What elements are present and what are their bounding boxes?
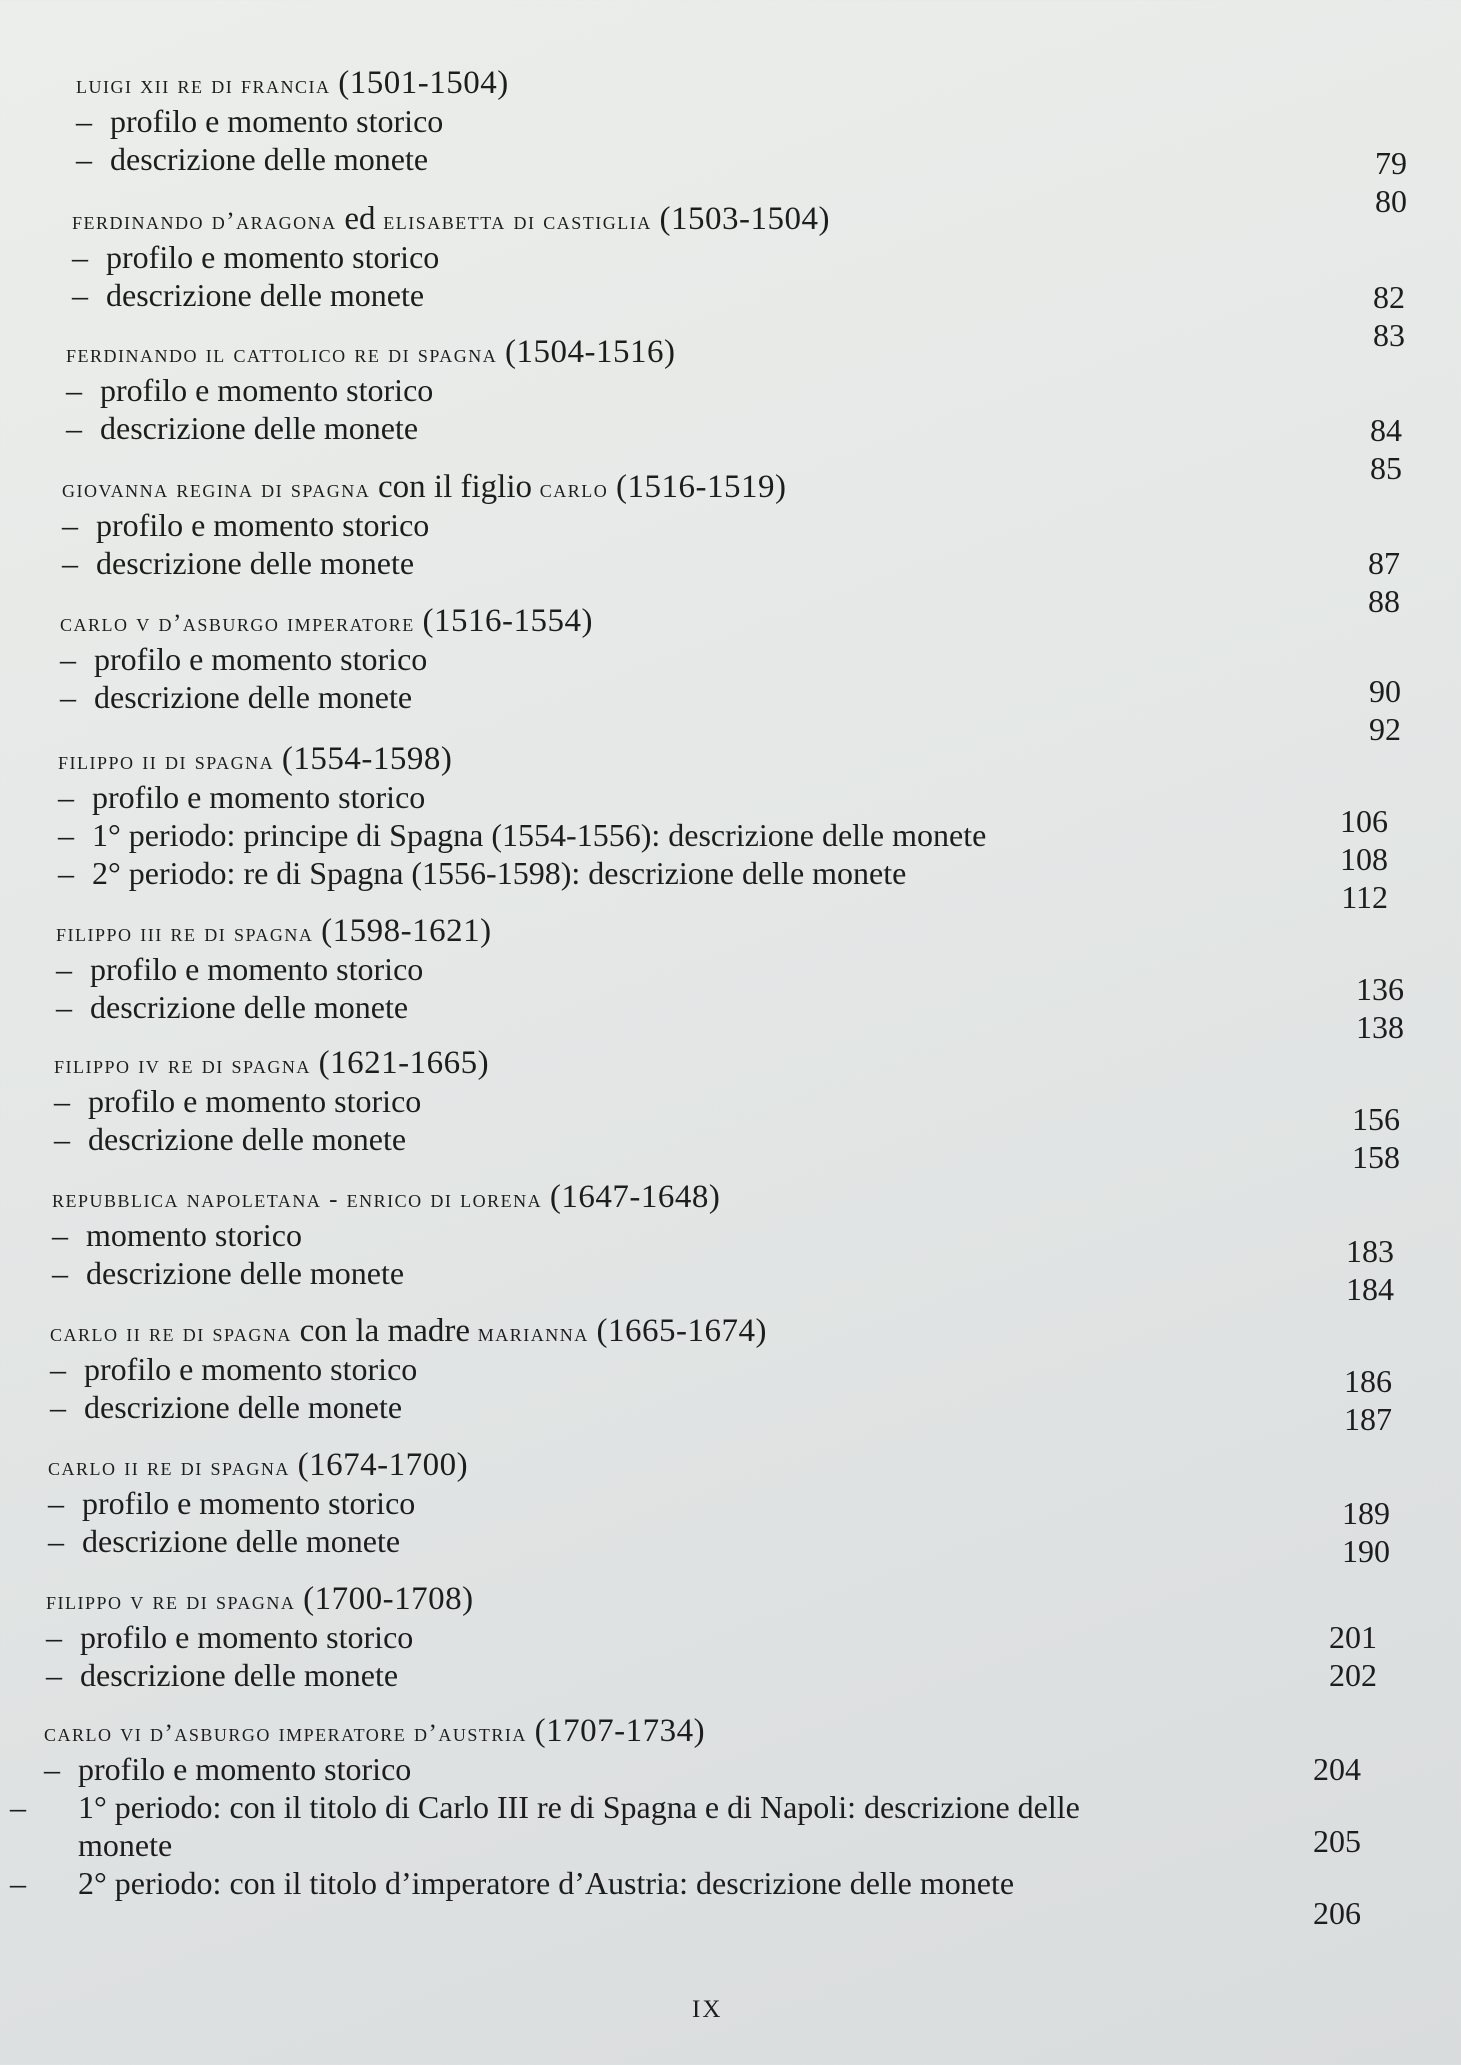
toc-entry	[10, 1712, 1444, 1931]
entry-heading	[52, 1178, 1452, 1216]
entry-years: (1621-1665)	[318, 1045, 490, 1081]
page-numbers: 79 80	[1375, 145, 1407, 219]
entry-item: – descrizione delle monete	[54, 1121, 407, 1157]
entry-item: – descrizione delle monete	[60, 679, 413, 715]
page-numbers: 82 83	[1373, 279, 1405, 353]
entry-item: – 1° periodo: con il titolo di Carlo III re di Spagna e di Napoli: descrizione delle monete	[10, 1789, 1080, 1863]
entry-item: – momento storico	[52, 1217, 302, 1253]
entry-years: (1674-1700)	[297, 1447, 469, 1483]
entry-title: luigi xii re di francia	[76, 72, 331, 99]
toc-entry	[66, 333, 1461, 486]
page-numbers: 186 187	[1344, 1363, 1392, 1437]
entry-title: giovanna regina di spagna	[62, 476, 371, 503]
entry-item: – descrizione delle monete	[48, 1523, 401, 1559]
entry-title: carlo ii re di spagna	[48, 1454, 290, 1481]
entry-title: carlo ii re di spagna	[50, 1320, 292, 1347]
entry-item: – 2° periodo: con il titolo d’imperatore d’Austria: descrizione delle monete	[10, 1865, 1015, 1901]
page-numbers: 90 92	[1369, 673, 1401, 747]
entry-item: – profilo e momento storico	[58, 779, 426, 815]
toc-entry	[52, 1178, 1452, 1307]
entry-item: – descrizione delle monete	[56, 989, 409, 1025]
page-numbers: 201 202	[1329, 1619, 1377, 1693]
page-numbers: 156 158	[1352, 1101, 1400, 1175]
toc-entry	[50, 1312, 1450, 1437]
entry-title: ferdinando il cattolico re di spagna	[66, 341, 498, 368]
entry-years: (1501-1504)	[338, 65, 509, 101]
entry-item: – profilo e momento storico	[46, 1619, 414, 1655]
entry-years: (1503-1504)	[659, 201, 830, 237]
entry-heading	[58, 740, 1458, 778]
entry-title: repubblica napoletana - enrico di lorena	[52, 1186, 543, 1213]
entry-heading	[56, 912, 1456, 950]
toc-entry	[54, 1044, 1454, 1175]
entry-years: (1516-1519)	[616, 469, 787, 505]
toc-entry	[46, 1580, 1446, 1694]
page-numbers: 189 190	[1342, 1495, 1390, 1569]
entry-item: – profilo e momento storico	[44, 1751, 412, 1787]
entry-item: – profilo e momento storico	[62, 507, 430, 543]
entry-item: – profilo e momento storico	[72, 239, 440, 275]
entry-item: – descrizione delle monete	[62, 545, 415, 581]
entry-title: carlo vi d’asburgo imperatore d’austria	[44, 1720, 527, 1747]
entry-heading	[44, 1712, 1444, 1750]
entry-item: – profilo e momento storico	[54, 1083, 422, 1119]
toc-entry	[56, 912, 1456, 1045]
entry-item: – profilo e momento storico	[76, 103, 444, 139]
entry-heading: giovanna regina di spagna con il figlio carlo (1516-1519)	[62, 469, 787, 505]
entry-item: – profilo e momento storico	[60, 641, 428, 677]
entry-years: (1554-1598)	[281, 741, 453, 777]
page-folio: IX	[692, 1996, 723, 2023]
page-numbers: 204 205 206	[1313, 1751, 1361, 1931]
entry-title: filippo iv re di spagna	[54, 1052, 311, 1079]
entry-years: (1700-1708)	[303, 1581, 474, 1617]
entry-years: (1516-1554)	[422, 603, 593, 639]
entry-item: – 2° periodo: re di Spagna (1556-1598): descrizione delle monete	[58, 855, 907, 891]
page-numbers: 84 85	[1370, 412, 1402, 486]
entry-years: (1707-1734)	[534, 1713, 706, 1749]
page-numbers: 136 138	[1356, 971, 1404, 1045]
entry-years: (1598-1621)	[321, 913, 492, 949]
entry-years: (1504-1516)	[505, 334, 676, 370]
page-numbers: 87 88	[1368, 545, 1400, 619]
entry-title: ferdinando d’aragona	[72, 208, 337, 235]
entry-heading	[60, 602, 1460, 640]
toc-entry	[48, 1446, 1448, 1569]
entry-item: – descrizione delle monete	[46, 1657, 399, 1693]
entry-item: – 1° periodo: principe di Spagna (1554-1556): descrizione delle monete	[58, 817, 987, 853]
page-numbers: 183 184	[1346, 1233, 1394, 1307]
entry-title: filippo ii di spagna	[58, 748, 275, 775]
entry-title: filippo iii re di spagna	[56, 920, 314, 947]
entry-item: – descrizione delle monete	[76, 141, 429, 177]
entry-title: carlo v d’asburgo imperatore	[60, 610, 415, 637]
entry-heading: ferdinando d’aragona ed elisabetta di castiglia (1503-1504)	[72, 201, 830, 237]
toc-entry	[58, 740, 1458, 915]
entry-heading	[48, 1446, 1448, 1484]
entry-heading	[66, 333, 1461, 371]
entry-heading	[46, 1580, 1446, 1618]
entry-item: – profilo e momento storico	[56, 951, 424, 987]
entry-years: (1647-1648)	[549, 1179, 721, 1215]
entry-item: – profilo e momento storico	[48, 1485, 416, 1521]
entry-item: – descrizione delle monete	[66, 410, 419, 446]
page-numbers: 106 108 112	[1340, 803, 1388, 915]
entry-item: – profilo e momento storico	[66, 372, 434, 408]
entry-heading	[54, 1044, 1454, 1082]
entry-years: (1665-1674)	[596, 1313, 767, 1349]
entry-item: – profilo e momento storico	[50, 1351, 418, 1387]
entry-title: filippo v re di spagna	[46, 1588, 296, 1615]
entry-heading	[76, 64, 1461, 102]
entry-item: – descrizione delle monete	[72, 277, 425, 313]
toc-entry	[60, 602, 1460, 747]
entry-item: – descrizione delle monete	[50, 1389, 403, 1425]
entry-heading: carlo ii re di spagna con la madre marianna (1665-1674)	[50, 1313, 767, 1349]
toc-entry	[62, 468, 1461, 619]
entry-item: – descrizione delle monete	[52, 1255, 405, 1291]
